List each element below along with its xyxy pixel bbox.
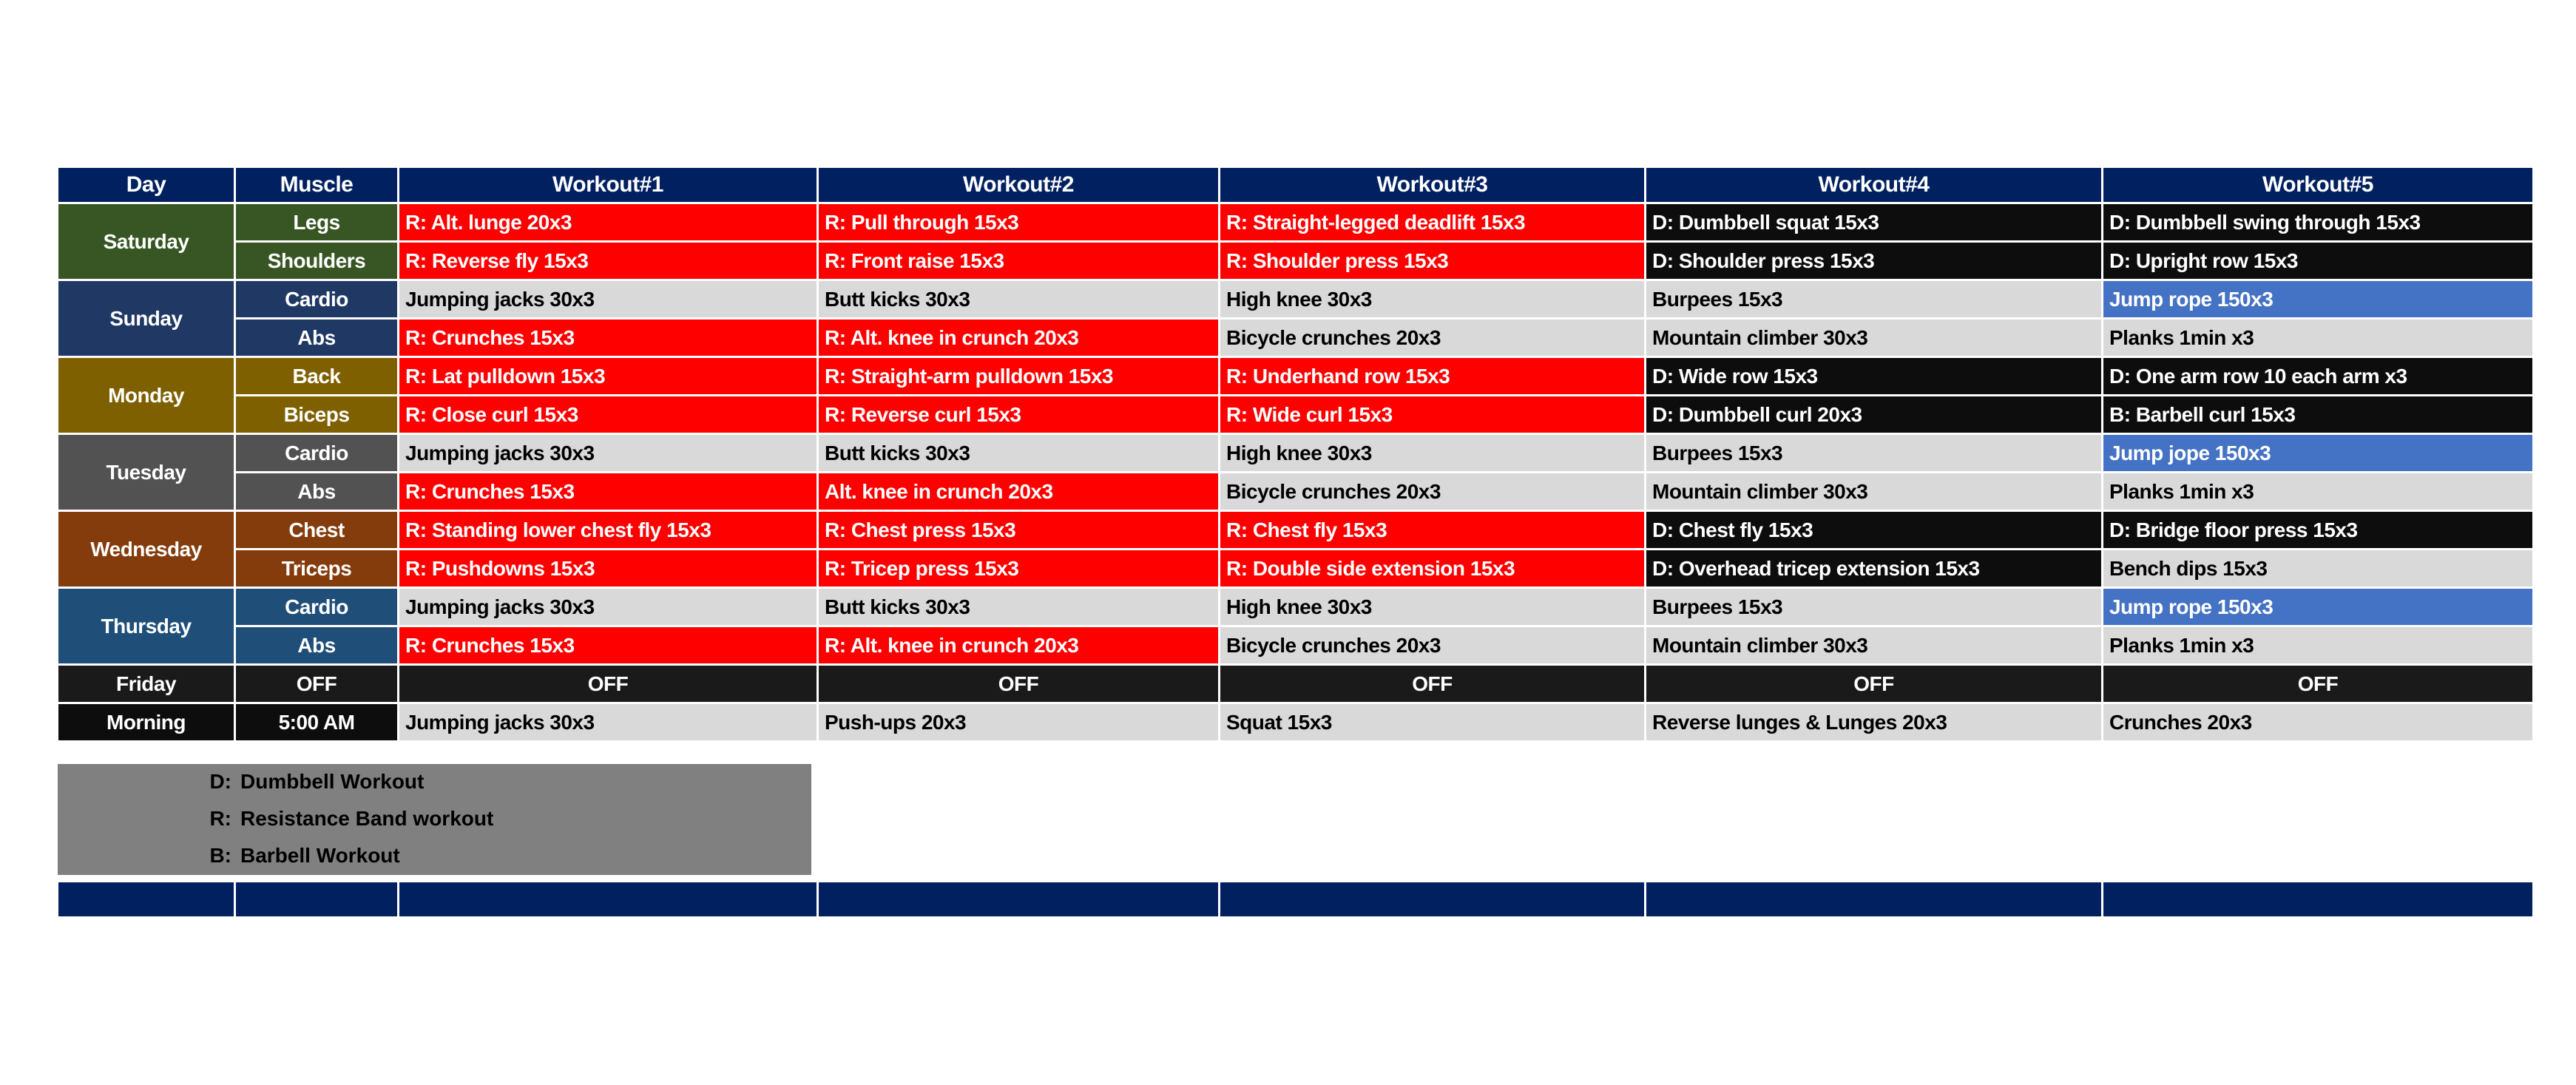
- footer-bar: [56, 880, 2535, 919]
- day-cell-tuesday: Tuesday: [58, 435, 234, 510]
- workout-cell-3: Squat 15x3: [1220, 704, 1644, 740]
- workout-cell-5: D: Dumbbell swing through 15x3: [2103, 204, 2532, 240]
- workout-cell-2: Butt kicks 30x3: [819, 589, 1218, 625]
- muscle-cell: Triceps: [236, 550, 397, 587]
- workout-cell-2: R: Straight-arm pulldown 15x3: [819, 358, 1218, 394]
- legend-key: B:: [209, 844, 231, 867]
- day-cell-thursday: Thursday: [58, 589, 234, 663]
- legend-key: R:: [209, 807, 231, 830]
- workout-cell-1: R: Reverse fly 15x3: [399, 243, 817, 279]
- workout-cell-3: High knee 30x3: [1220, 589, 1644, 625]
- workout-cell-5: Jump jope 150x3: [2103, 435, 2532, 471]
- table-row: [58, 627, 2532, 663]
- workout-cell-1: Jumping jacks 30x3: [399, 281, 817, 317]
- table-row: [58, 589, 2532, 625]
- workout-cell-4: Burpees 15x3: [1646, 589, 2101, 625]
- workout-cell-5: Jump rope 150x3: [2103, 281, 2532, 317]
- workout-cell-3: R: Straight-legged deadlift 15x3: [1220, 204, 1644, 240]
- muscle-cell: Cardio: [236, 589, 397, 625]
- workout-cell-2: Butt kicks 30x3: [819, 281, 1218, 317]
- workout-cell-1: R: Standing lower chest fly 15x3: [399, 512, 817, 548]
- workout-cell-2: Butt kicks 30x3: [819, 435, 1218, 471]
- muscle-cell: Abs: [236, 627, 397, 663]
- workout-cell-5: D: Upright row 15x3: [2103, 243, 2532, 279]
- day-cell-monday: Monday: [58, 358, 234, 433]
- day-cell-saturday: Saturday: [58, 204, 234, 279]
- workout-cell-1: R: Crunches 15x3: [399, 320, 817, 356]
- workout-cell-4: Mountain climber 30x3: [1646, 627, 2101, 663]
- workout-cell-4: D: Shoulder press 15x3: [1646, 243, 2101, 279]
- workout-cell-5: D: One arm row 10 each arm x3: [2103, 358, 2532, 394]
- muscle-cell: Legs: [236, 204, 397, 240]
- legend-label: Dumbbell Workout: [240, 770, 425, 793]
- table-row: [58, 358, 2532, 394]
- workout-cell-2: R: Pull through 15x3: [819, 204, 1218, 240]
- workout-cell-4: D: Chest fly 15x3: [1646, 512, 2101, 548]
- workout-cell-4: D: Dumbbell squat 15x3: [1646, 204, 2101, 240]
- muscle-cell: Back: [236, 358, 397, 394]
- workout-cell-5: D: Bridge floor press 15x3: [2103, 512, 2532, 548]
- workout-cell-3: R: Chest fly 15x3: [1220, 512, 1644, 548]
- workout-cell-4: D: Dumbbell curl 20x3: [1646, 396, 2101, 433]
- workout-cell-3: High knee 30x3: [1220, 281, 1644, 317]
- muscle-cell: Chest: [236, 512, 397, 548]
- workout-cell-4: D: Overhead tricep extension 15x3: [1646, 550, 2101, 587]
- workout-cell-3: Bicycle crunches 20x3: [1220, 627, 1644, 663]
- workout-cell-1: OFF: [399, 666, 817, 702]
- workout-cell-3: R: Underhand row 15x3: [1220, 358, 1644, 394]
- legend-label: Resistance Band workout: [240, 807, 494, 830]
- workout-cell-5: OFF: [2103, 666, 2532, 702]
- workout-cell-2: Alt. knee in crunch 20x3: [819, 473, 1218, 510]
- table-row: [58, 243, 2532, 279]
- table-row: [58, 435, 2532, 471]
- workout-cell-5: Bench dips 15x3: [2103, 550, 2532, 587]
- workout-cell-3: Bicycle crunches 20x3: [1220, 473, 1644, 510]
- workout-cell-5: Crunches 20x3: [2103, 704, 2532, 740]
- workout-cell-4: D: Wide row 15x3: [1646, 358, 2101, 394]
- workout-cell-1: R: Crunches 15x3: [399, 473, 817, 510]
- table-row: [58, 666, 2532, 702]
- header-muscle: Muscle: [236, 168, 397, 202]
- legend-key: D:: [209, 770, 231, 793]
- workout-cell-2: R: Chest press 15x3: [819, 512, 1218, 548]
- header-workout-2: Workout#2: [819, 168, 1218, 202]
- legend-item-resistance: [198, 807, 493, 831]
- workout-cell-5: Planks 1min x3: [2103, 473, 2532, 510]
- day-cell-morning: Morning: [58, 704, 234, 740]
- table-row: [58, 204, 2532, 240]
- workout-cell-3: High knee 30x3: [1220, 435, 1644, 471]
- table-row: [58, 281, 2532, 317]
- workout-cell-1: R: Close curl 15x3: [399, 396, 817, 433]
- table-row: [58, 396, 2532, 433]
- header-workout-5: Workout#5: [2103, 168, 2532, 202]
- table-row: [58, 550, 2532, 587]
- footer-cell: [2103, 882, 2532, 916]
- footer-cell: [399, 882, 817, 916]
- workout-cell-5: Planks 1min x3: [2103, 320, 2532, 356]
- header-day: Day: [58, 168, 234, 202]
- day-cell-friday: Friday: [58, 666, 234, 702]
- footer-cell: [236, 882, 397, 916]
- workout-cell-2: Push-ups 20x3: [819, 704, 1218, 740]
- workout-cell-1: Jumping jacks 30x3: [399, 589, 817, 625]
- footer-cell: [819, 882, 1218, 916]
- workout-cell-5: B: Barbell curl 15x3: [2103, 396, 2532, 433]
- table-row: [58, 473, 2532, 510]
- footer-cell: [1646, 882, 2101, 916]
- header-workout-1: Workout#1: [399, 168, 817, 202]
- schedule-body: [58, 204, 2532, 740]
- workout-cell-1: R: Lat pulldown 15x3: [399, 358, 817, 394]
- muscle-cell: 5:00 AM: [236, 704, 397, 740]
- legend-item-barbell: [198, 844, 400, 868]
- workout-cell-5: Planks 1min x3: [2103, 627, 2532, 663]
- footer-cell: [58, 882, 234, 916]
- workout-cell-4: Mountain climber 30x3: [1646, 320, 2101, 356]
- workout-cell-1: R: Pushdowns 15x3: [399, 550, 817, 587]
- workout-cell-4: Burpees 15x3: [1646, 281, 2101, 317]
- muscle-cell: Cardio: [236, 281, 397, 317]
- workout-cell-3: OFF: [1220, 666, 1644, 702]
- workout-cell-1: R: Crunches 15x3: [399, 627, 817, 663]
- workout-cell-4: Mountain climber 30x3: [1646, 473, 2101, 510]
- workout-cell-2: R: Alt. knee in crunch 20x3: [819, 627, 1218, 663]
- header-workout-4: Workout#4: [1646, 168, 2101, 202]
- day-cell-wednesday: Wednesday: [58, 512, 234, 587]
- workout-cell-2: R: Alt. knee in crunch 20x3: [819, 320, 1218, 356]
- workout-cell-1: Jumping jacks 30x3: [399, 435, 817, 471]
- muscle-cell: Shoulders: [236, 243, 397, 279]
- muscle-cell: Abs: [236, 473, 397, 510]
- workout-cell-4: Burpees 15x3: [1646, 435, 2101, 471]
- muscle-cell: Biceps: [236, 396, 397, 433]
- workout-cell-3: R: Double side extension 15x3: [1220, 550, 1644, 587]
- header-row: [58, 168, 2532, 202]
- workout-cell-2: R: Tricep press 15x3: [819, 550, 1218, 587]
- day-cell-sunday: Sunday: [58, 281, 234, 356]
- legend-box: [58, 764, 811, 875]
- muscle-cell: Abs: [236, 320, 397, 356]
- workout-cell-5: Jump rope 150x3: [2103, 589, 2532, 625]
- workout-cell-2: OFF: [819, 666, 1218, 702]
- workout-cell-3: R: Shoulder press 15x3: [1220, 243, 1644, 279]
- legend-label: Barbell Workout: [240, 844, 400, 867]
- workout-cell-2: R: Front raise 15x3: [819, 243, 1218, 279]
- muscle-cell: OFF: [236, 666, 397, 702]
- workout-schedule-table: [56, 166, 2535, 743]
- workout-cell-2: R: Reverse curl 15x3: [819, 396, 1218, 433]
- muscle-cell: Cardio: [236, 435, 397, 471]
- header-workout-3: Workout#3: [1220, 168, 1644, 202]
- workout-cell-4: OFF: [1646, 666, 2101, 702]
- workout-cell-1: R: Alt. lunge 20x3: [399, 204, 817, 240]
- legend-item-dumbbell: [198, 770, 424, 794]
- workout-cell-4: Reverse lunges & Lunges 20x3: [1646, 704, 2101, 740]
- table-row: [58, 704, 2532, 740]
- workout-cell-3: R: Wide curl 15x3: [1220, 396, 1644, 433]
- footer-cell: [1220, 882, 1644, 916]
- table-row: [58, 320, 2532, 356]
- table-row: [58, 512, 2532, 548]
- workout-cell-1: Jumping jacks 30x3: [399, 704, 817, 740]
- workout-cell-3: Bicycle crunches 20x3: [1220, 320, 1644, 356]
